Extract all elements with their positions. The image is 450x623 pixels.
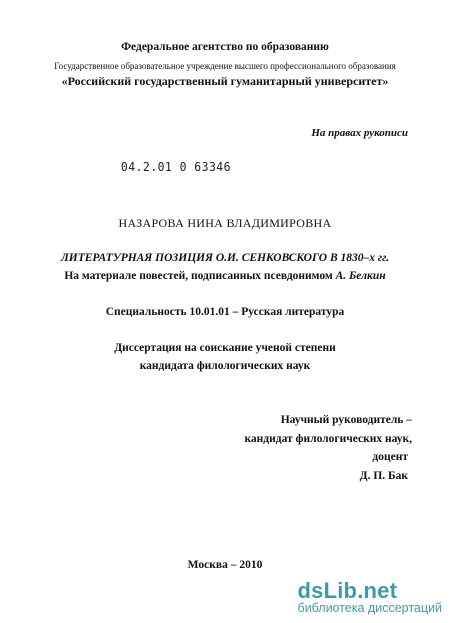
dslib-watermark[interactable] — [298, 578, 442, 615]
author-name: НАЗАРОВА НИНА ВЛАДИМИРОВНА — [118, 216, 332, 230]
supervisor-degree: кандидат филологических наук, — [244, 433, 412, 445]
rights-note: На правах рукописи — [311, 127, 408, 139]
specialty: Специальность 10.01.01 – Русская литература — [105, 306, 345, 318]
degree-line-2: кандидата филологических наук — [139, 360, 311, 372]
city-year: Москва – 2010 — [187, 559, 263, 571]
institution-type: Государственное образовательное учреждение высшего профессионального образования — [54, 61, 396, 71]
watermark-tagline: библиотека диссертаций — [297, 601, 442, 615]
dissertation-subtitle — [0, 270, 450, 282]
degree-line-1: Диссертация на соискание ученой степени — [114, 342, 336, 354]
subtitle-prefix: На материале повестей, подписанных псевдонимом — [64, 270, 333, 282]
supervisor-title: доцент — [372, 451, 408, 463]
catalog-stamp: 04.2.01 0 63346 — [120, 160, 231, 174]
pseudonym: А. Белкин — [335, 270, 386, 282]
watermark-logo: dsLib.net — [297, 578, 398, 603]
agency-name: Федеральное агентство по образованию — [121, 41, 329, 53]
supervisor-role: Научный руководитель – — [280, 414, 412, 426]
dissertation-title: ЛИТЕРАТУРНАЯ ПОЗИЦИЯ О.И. СЕНКОВСКОГО В 1830–х гг. — [60, 252, 390, 264]
university-name: «Российский государственный гуманитарный университет» — [61, 74, 389, 88]
supervisor-name: Д. П. Бак — [359, 470, 408, 482]
